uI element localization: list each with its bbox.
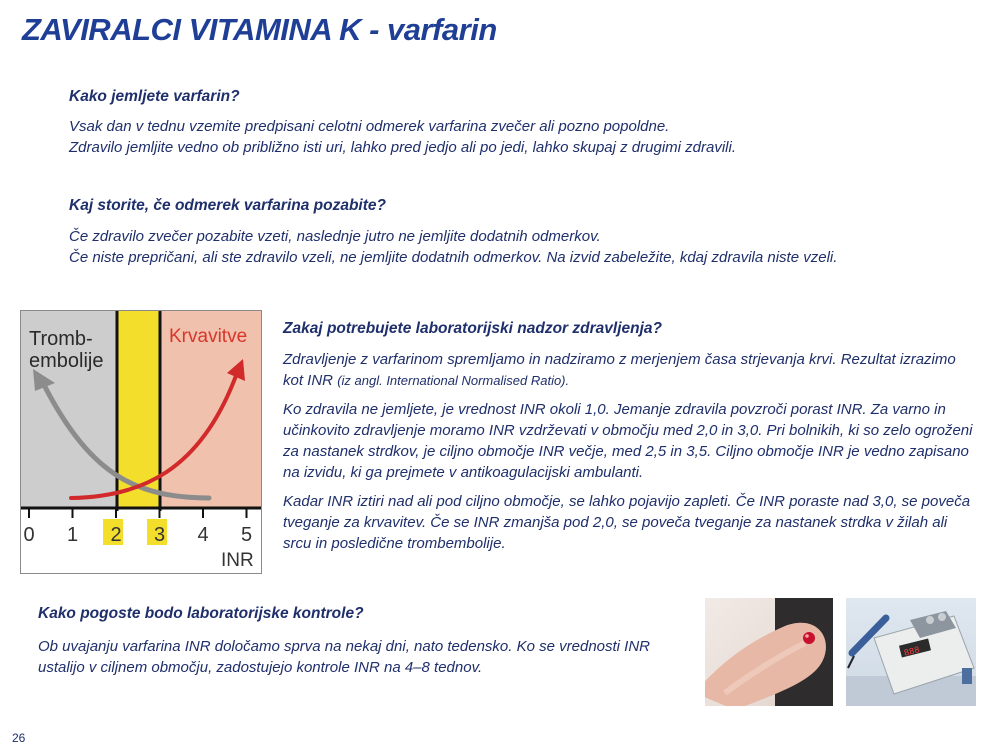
thromboembolism-label-2: embolije — [29, 350, 104, 372]
page-number: 26 — [12, 731, 26, 745]
inr-tick-label: 3 — [153, 524, 166, 546]
section-text-lab-monitoring — [283, 349, 978, 554]
finger-blood-drop-photo — [705, 598, 833, 706]
blood-drop-icon — [803, 632, 815, 644]
section-text-missed-dose — [69, 226, 979, 268]
paragraph: Ob uvajanju varfarina INR določamo sprva na nekaj dni, nato tedensko. Ko se vrednosti INR ustalijo v ciljnem območju, zadostujejo kontrole INR na 4–8 tednov. — [38, 638, 650, 676]
inr-tick-label: 4 — [197, 524, 209, 546]
meter-display-value: 888 — [902, 645, 922, 659]
blood-drop-shine — [805, 634, 809, 638]
paragraph: Ko zdravila ne jemljete, je vrednost INR okoli 1,0. Jemanje zdravila povzroči porast INR. Za varno in učinkovito zdravljenje moramo INR vzdrževati v območju med 2,0 in 3,0. Pri bolnikih, ki so zelo ogroženi za nastanek strdkov, je ciljno območje INR večje, med 2,5 in 3,5. Ciljno območje INR je vedno zapisano na izvidu, ki ga prejmete v antikoagulacijski ambulanti. — [283, 401, 973, 481]
inr-risk-chart-graphic — [21, 311, 261, 573]
section-text-how-to-take — [69, 116, 969, 158]
test-vial — [962, 668, 972, 684]
inr-risk-chart — [20, 310, 262, 574]
section-heading-lab-monitoring: Zakaj potrebujete laboratorijski nadzor zdravljenja? — [283, 320, 662, 337]
paragraph-main: Zdravljenje z varfarinom spremljamo in nadziramo z merjenjem časa strjevanja krvi. Rezultat izrazimo kot INR — [283, 351, 956, 389]
inr-axis-ticks — [23, 508, 252, 546]
section-heading-how-to-take: Kako jemljete varfarin? — [69, 88, 240, 105]
inr-meter-device-photo — [846, 598, 976, 706]
meter-button — [926, 616, 934, 624]
text-line: Če zdravilo zvečer pozabite vzeti, naslednje jutro ne jemljite dodatnih odmerkov. — [69, 228, 601, 245]
section-text-lab-frequency — [38, 636, 658, 678]
paragraph-note: (iz angl. International Normalised Ratio). — [337, 373, 570, 388]
text-line: Če niste prepričani, ali ste zdravilo vzeli, ne jemljite dodatnih odmerkov. Na izvid zabeležite, kdaj zdravila niste vzeli. — [69, 249, 838, 266]
inr-tick-label: 0 — [23, 524, 35, 546]
thromboembolism-label-1: Tromb- — [29, 328, 93, 350]
section-heading-missed-dose: Kaj storite, če odmerek varfarina pozabite? — [69, 197, 386, 214]
paragraph — [283, 349, 978, 391]
text-line: Zdravilo jemljite vedno ob približno isti uri, lahko pred jedjo ali po jedi, lahko skupaj z drugimi zdravili. — [69, 139, 736, 156]
bleeding-label: Krvavitve — [169, 326, 248, 347]
paragraph: Kadar INR iztiri nad ali pod ciljno območje, se lahko pojavijo zapleti. Če INR poraste nad 3,0, se poveča tveganje za krvavitev. Če se INR zmanjša pod 2,0, se poveča tveganje za nastanek strdka v žilah ali srcu in posledične trombembolije. — [283, 493, 971, 552]
inr-axis-label: INR — [221, 550, 254, 571]
text-line: Vsak dan v tednu vzemite predpisani celotni odmerek varfarina zvečer ali pozno popoldne. — [69, 118, 670, 135]
inr-tick-label: 1 — [66, 524, 79, 546]
section-heading-lab-frequency: Kako pogoste bodo laboratorijske kontrole? — [38, 605, 364, 622]
inr-tick-label: 2 — [110, 524, 122, 546]
meter-button — [938, 613, 946, 621]
lancet-cable — [848, 656, 854, 668]
page-title: ZAVIRALCI VITAMINA K - varfarin — [22, 12, 497, 47]
inr-tick-label: 5 — [240, 524, 253, 546]
